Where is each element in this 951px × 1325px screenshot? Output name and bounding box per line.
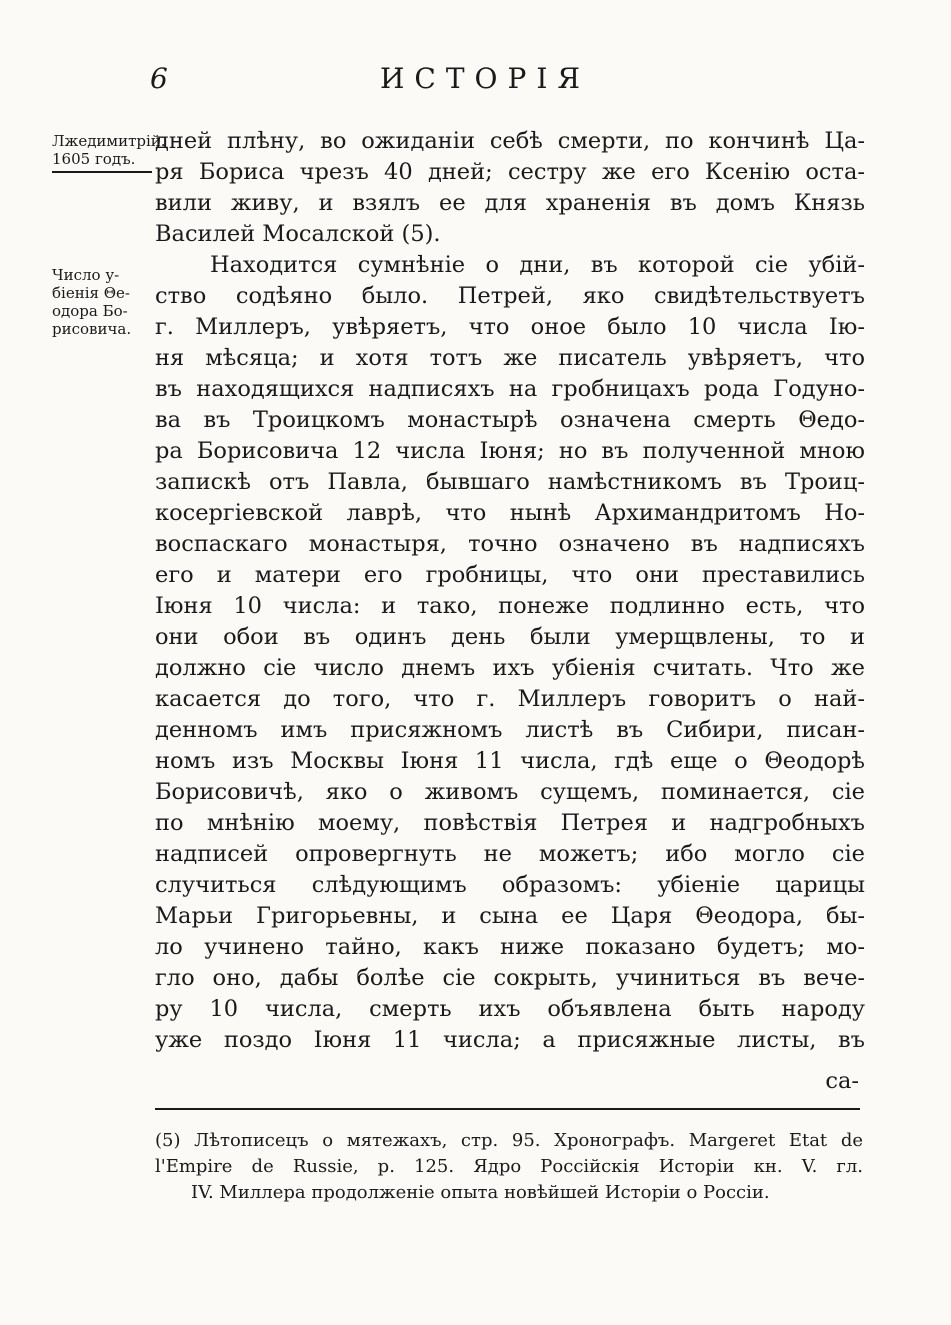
text-line: Василей Мосалской (5). <box>155 221 441 247</box>
text-line: номъ изъ Москвы Іюня 11 числа, гдѣ еще о Θеодорѣ <box>155 748 865 774</box>
text-line: Борисовичѣ, яко о живомъ сущемъ, поминается, сіе <box>155 779 865 805</box>
margin-note-line: 1605 годъ. <box>52 150 136 168</box>
body-text <box>155 126 865 1056</box>
text-line: ня мѣсяца; и хотя тотъ же писатель увѣряетъ, что <box>155 345 865 371</box>
margin-note-line: рисовича. <box>52 320 132 338</box>
footnote-line: l'Empire de Russie, p. 125. Ядро Россійскія Исторіи кн. V. гл. <box>155 1156 863 1177</box>
text-line: ва въ Троицкомъ монастырѣ означена смерть Θедо- <box>155 407 865 433</box>
text-line: г. Миллеръ, увѣряетъ, что оное было 10 числа Ію- <box>155 314 865 340</box>
text-line: его и матери его гробницы, что они преставились <box>155 562 865 588</box>
text-line: Марьи Григорьевны, и сына ее Царя Θеодора, бы- <box>155 903 865 929</box>
text-line: запискѣ отъ Павла, бывшаго намѣстникомъ въ Троиц- <box>155 469 865 495</box>
text-line: они обои въ одинъ день были умерщвлены, то и <box>155 624 865 650</box>
margin-note-line: одора Бо- <box>52 302 128 320</box>
margin-note-line: Лжедимитрій. <box>52 132 166 150</box>
text-line: по мнѣнію моему, повѣствія Петрея и надгробныхъ <box>155 810 865 836</box>
text-line: Находится сумнѣніе о дни, въ которой сіе убій- <box>210 252 865 278</box>
text-line: гло оно, дабы болѣе сіе сокрыть, учиниться въ вече- <box>155 965 865 991</box>
text-line: ло учинено тайно, какъ ниже показано будетъ; мо- <box>155 934 865 960</box>
text-line: Іюня 10 числа: и тако, понеже подлинно есть, что <box>155 593 865 619</box>
text-line: косергіевской лаврѣ, что нынѣ Архимандритомъ Но- <box>155 500 865 526</box>
text-line: случиться слѣдующимъ образомъ: убіеніе царицы <box>155 872 865 898</box>
footnote <box>155 1128 863 1206</box>
margin-note-line: біенія Θе- <box>52 284 130 302</box>
text-line: воспаскаго монастыря, точно означено въ надписяхъ <box>155 531 865 557</box>
catchword: са- <box>825 1068 859 1094</box>
text-line: денномъ имъ присяжномъ листѣ въ Сибири, писан- <box>155 717 865 743</box>
margin-note-murder-date <box>52 266 152 338</box>
text-line: уже поздо Іюня 11 числа; а присяжные листы, въ <box>155 1027 865 1053</box>
text-line: въ находящихся надписяхъ на гробницахъ рода Годуно- <box>155 376 865 402</box>
footnote-line: IV. Миллера продолженіе опыта новѣйшей Исторіи о Россіи. <box>191 1182 770 1203</box>
footnote-line: (5) Лѣтописецъ о мятежахъ, стр. 95. Хронографъ. Margeret Etat de <box>155 1130 863 1151</box>
footnote-divider <box>155 1108 860 1110</box>
running-title: ИСТОРІЯ <box>380 62 590 95</box>
text-line: ство содѣяно было. Петрей, яко свидѣтельствуетъ <box>155 283 865 309</box>
text-line: ра Борисовича 12 числа Іюня; но въ полученной мною <box>155 438 865 464</box>
text-line: должно сіе число днемъ ихъ убіенія считать. Что же <box>155 655 865 681</box>
text-line: ру 10 числа, смерть ихъ объявлена быть народу <box>155 996 865 1022</box>
text-line: ря Бориса чрезъ 40 дней; сестру же его Ксенію оста- <box>155 159 865 185</box>
margin-note-line: Число у- <box>52 266 120 284</box>
margin-note-false-dmitry <box>52 132 166 173</box>
text-line: вили живу, и взялъ ее для храненія въ домъ Князь <box>155 190 865 216</box>
text-line: касается до того, что г. Миллеръ говоритъ о най- <box>155 686 865 712</box>
page-number: 6 <box>150 62 168 95</box>
text-line: надписей опровергнуть не можетъ; ибо могло сіе <box>155 841 865 867</box>
text-line: дней плѣну, во ожиданіи себѣ смерти, по кончинѣ Ца- <box>155 128 865 154</box>
